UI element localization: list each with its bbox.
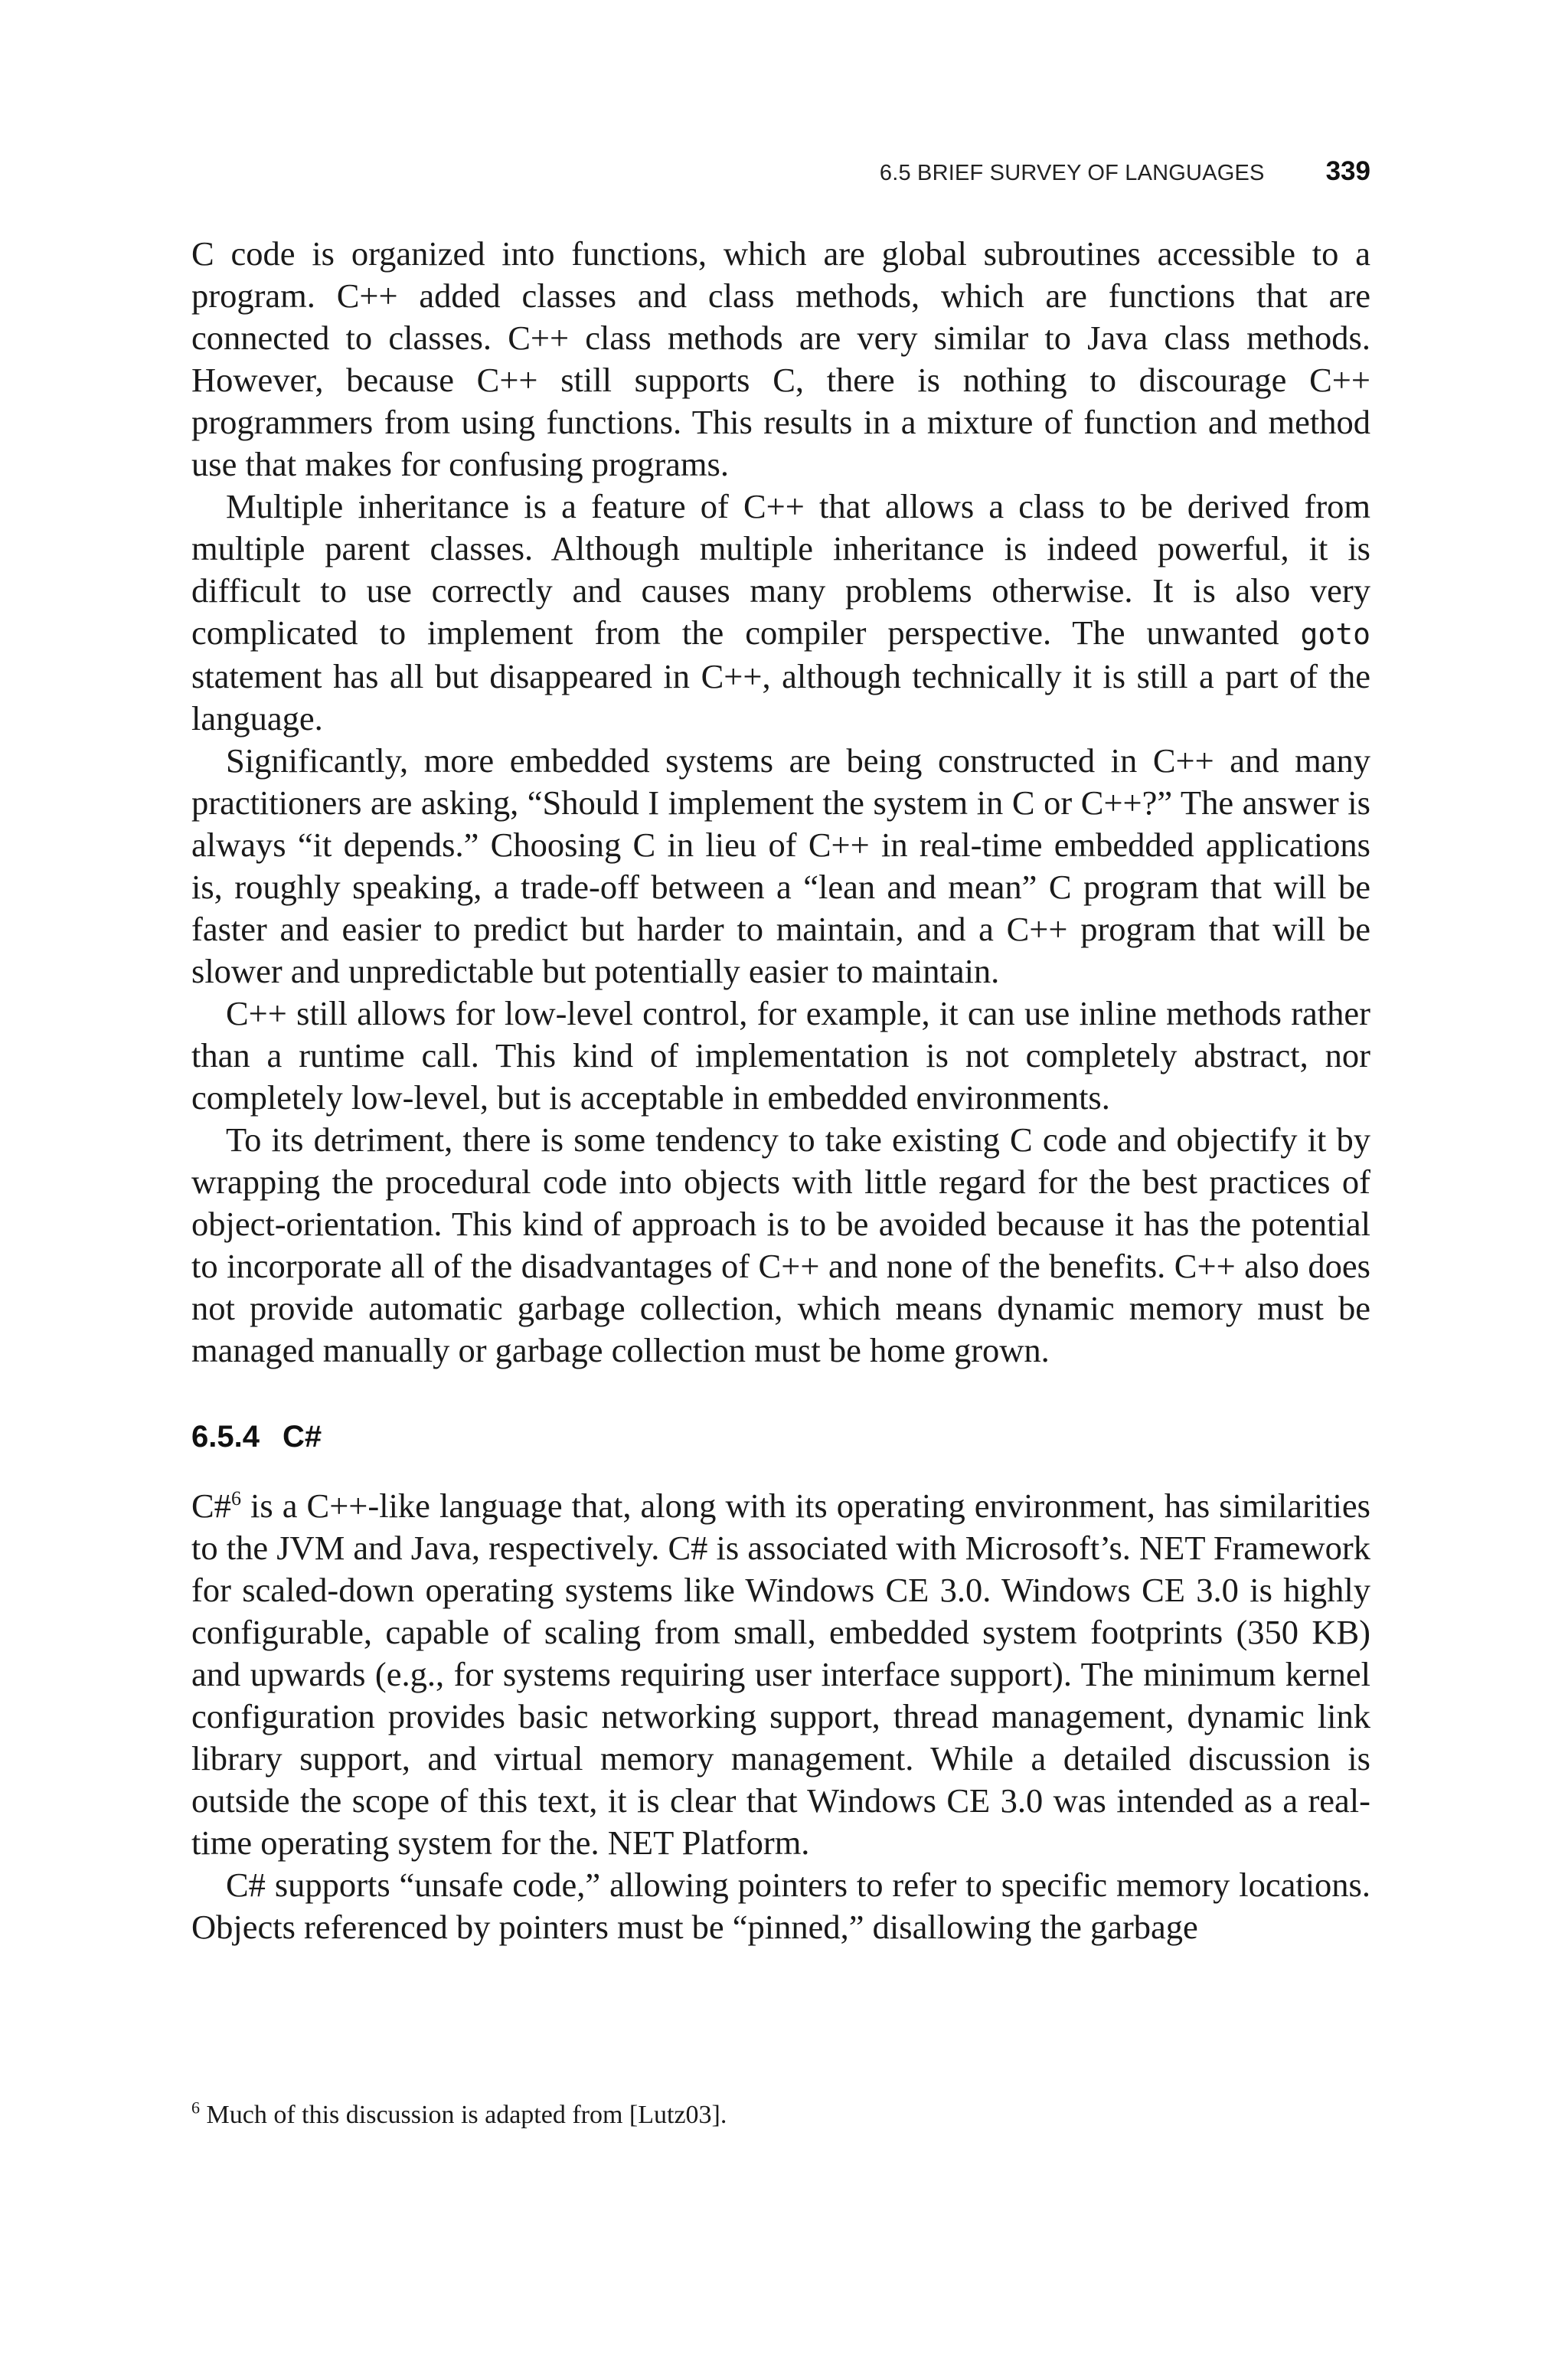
paragraph-text: Multiple inheritance is a feature of C++ that allows a class to be derived from multiple parent classes. Although multiple inheritance is indeed powerful, it is difficult to use correctly and causes many problems otherwise. It is also very complicated to implement from the compiler perspective. The unwanted bbox=[191, 487, 1370, 652]
paragraph-c-or-cpp: Significantly, more embedded systems are being constructed in C++ and many practitioners are asking, “Should I implement the system in C or C++?” The answer is always “it depends.” Choosing C in lieu of C++ in real-time embedded applications is, roughly speaking, a trade-off between a “lean and mean” C program that will be faster and easier to predict but harder to maintain, and a C++ program that will be slower and unpredictable but potentially easier to maintain. bbox=[191, 741, 1370, 990]
paragraph-multiple-inheritance bbox=[191, 486, 1370, 740]
section-number: 6.5.4 bbox=[191, 1420, 260, 1454]
paragraph-low-level-control: C++ still allows for low-level control, for example, it can use inline methods rather than a runtime call. This kind of implementation is not completely abstract, nor completely low-level, but is acceptable in embedded environments. bbox=[191, 994, 1370, 1117]
paragraph-c-functions: C code is organized into functions, which are global subroutines accessible to a program. C++ added classes and class methods, which are functions that are connected to classes. C++ class methods are very similar to Java class methods. However, because C++ still supports C, there is nothing to discourage C++ programmers from using functions. This results in a mixture of function and method use that makes for confusing programs. bbox=[191, 234, 1370, 483]
page-number: 339 bbox=[1325, 156, 1370, 186]
footnote-reference: 6 bbox=[230, 1487, 241, 1510]
paragraph-lead: C# bbox=[191, 1487, 231, 1525]
code-goto: goto bbox=[1300, 617, 1370, 651]
running-head-title: 6.5 BRIEF SURVEY OF LANGUAGES bbox=[879, 161, 1265, 185]
section-title: C# bbox=[282, 1420, 322, 1454]
paragraph-detriment: To its detriment, there is some tendency to take existing C code and objectify it by wrapping the procedural code into objects with little regard for the best practices of object-orientation. This kind of approach is to be avoided because it has the potential to incorporate all of the disadvantages of C++ and none of the benefits. C++ also does not provide automatic garbage collection, which means dynamic memory must be managed manually or garbage collection must be home grown. bbox=[191, 1120, 1370, 1369]
paragraph-text: is a C++-like language that, along with its operating environment, has similarities to the JVM and Java, respectively. C# is associated with Microsoft’s. NET Framework for scaled-down operating systems like Windows CE 3.0. Windows CE 3.0 is highly configurable, capable of scaling from small, embedded system footprints (350 KB) and upwards (e.g., for systems requiring user interface support). The minimum kernel configuration provides basic networking support, thread management, dynamic link library support, and virtual memory management. While a detailed discussion is outside the scope of this text, it is clear that Windows CE 3.0 was intended as a real-time operating system for the. NET Platform. bbox=[191, 1487, 1370, 1862]
main-text bbox=[191, 233, 1370, 1948]
footnote-text: Much of this discussion is adapted from [Lutz03]. bbox=[200, 2101, 727, 2129]
footnote-marker: 6 bbox=[191, 2098, 200, 2118]
footnote bbox=[191, 2098, 1370, 2132]
section-heading bbox=[191, 1416, 1370, 1458]
paragraph-unsafe-code: C# supports “unsafe code,” allowing pointers to refer to specific memory locations. Objects referenced by pointers must be “pinned,” disallowing the garbage bbox=[191, 1866, 1370, 1946]
running-header bbox=[191, 156, 1370, 195]
paragraph-text: statement has all but disappeared in C++, although technically it is still a part of the language. bbox=[191, 657, 1370, 738]
paragraph-csharp-intro bbox=[191, 1485, 1370, 1864]
